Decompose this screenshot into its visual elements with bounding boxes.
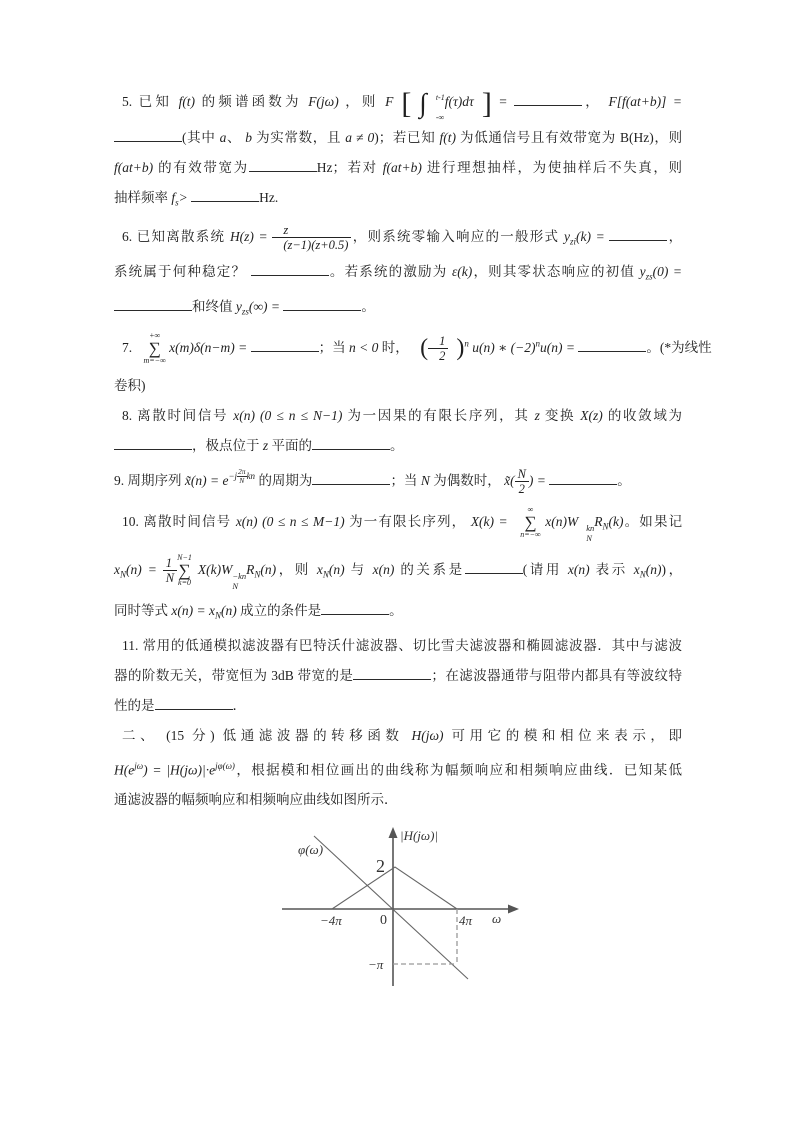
subscript: N bbox=[232, 580, 238, 591]
text-run: ，则系统零输入响应的一般形式 bbox=[351, 228, 560, 244]
text-run: 为实常数，且 bbox=[256, 130, 342, 145]
magnitude-curve bbox=[332, 867, 457, 909]
fraction bbox=[163, 556, 177, 586]
math-run: x(n) = x bbox=[171, 603, 215, 619]
subscript: N bbox=[639, 569, 646, 580]
blank-line bbox=[514, 92, 582, 106]
text-run: 、 bbox=[226, 130, 242, 145]
text-run: ；当 bbox=[390, 472, 418, 488]
denominator: 2 bbox=[518, 481, 525, 496]
x-axis-arrow bbox=[508, 905, 519, 914]
blank-line bbox=[609, 227, 667, 241]
section-2-line-2 bbox=[114, 756, 682, 781]
text-run: 。 bbox=[389, 603, 403, 619]
denominator: 2 bbox=[439, 349, 446, 364]
exp-prefix: −j bbox=[228, 470, 238, 481]
math-run: z bbox=[262, 437, 269, 453]
subscript: zi bbox=[569, 236, 576, 247]
question-11-line-2 bbox=[114, 666, 682, 686]
right-paren: ) bbox=[456, 334, 465, 361]
math-run: u(n) ∗ (−2) bbox=[472, 339, 536, 355]
math-run: y bbox=[639, 264, 646, 280]
question-8-line-2 bbox=[114, 436, 682, 456]
subscript: N bbox=[214, 610, 221, 621]
math-run: x(n) bbox=[372, 561, 395, 577]
filter-response-figure bbox=[280, 824, 682, 999]
section-2-line-3 bbox=[114, 790, 682, 810]
sum-upper-limit: ∞ bbox=[527, 505, 534, 515]
pos-4pi-tick-label: 4π bbox=[459, 913, 473, 929]
math-run: y bbox=[235, 299, 242, 315]
math-run: x̃(n) = e bbox=[184, 472, 229, 488]
math-run: > bbox=[178, 190, 188, 205]
exponent: n bbox=[464, 338, 469, 349]
math-run: F[f(at+b)] bbox=[608, 94, 667, 110]
math-run: f(at+b) bbox=[114, 160, 154, 175]
text-run: 的频谱函数为 bbox=[201, 94, 302, 110]
text-run: 成立的条件是 bbox=[240, 603, 322, 619]
denominator: N bbox=[165, 571, 175, 586]
math-run: x bbox=[633, 561, 640, 577]
math-run: = bbox=[672, 94, 682, 110]
text-run: 可用它的模和相位来表示，即 bbox=[451, 727, 683, 743]
question-5-line-1 bbox=[114, 86, 682, 122]
blank-line bbox=[549, 471, 617, 485]
text-run: Hz；若对 bbox=[316, 160, 378, 175]
blank-line bbox=[191, 188, 259, 202]
mini-fraction bbox=[237, 468, 247, 485]
math-run: f(τ)dτ bbox=[444, 94, 474, 110]
text-run: 的收敛域为 bbox=[607, 407, 682, 423]
math-run: a bbox=[219, 130, 227, 145]
math-run: f bbox=[171, 190, 176, 205]
text-run: (请用 bbox=[522, 561, 562, 577]
magnitude-axis-label: |H(jω)| bbox=[400, 828, 438, 844]
text-run: 进行理想抽样，为使抽样后不失真，则 bbox=[426, 160, 683, 175]
text-run: 。(*为线性 bbox=[646, 339, 712, 355]
fraction bbox=[272, 223, 351, 253]
text-run: Hz. bbox=[259, 190, 279, 205]
question-5-line-2 bbox=[114, 128, 682, 148]
text-run: 性的是 bbox=[114, 697, 155, 713]
text-run: 7. bbox=[122, 339, 133, 355]
text-run: 平面的 bbox=[271, 437, 313, 453]
text-run: 9. 周期序列 bbox=[114, 472, 182, 488]
subscript: N bbox=[586, 533, 592, 544]
blank-line bbox=[283, 297, 361, 311]
math-run: X(k)W bbox=[197, 561, 233, 577]
text-run: ；当 bbox=[318, 339, 346, 355]
math-run: = bbox=[498, 94, 508, 110]
math-run: N bbox=[420, 472, 430, 488]
math-run: f(at+b) bbox=[382, 160, 422, 175]
math-run: (0 ≤ n ≤ M−1) bbox=[262, 514, 345, 530]
text-run: 8. 离散时间信号 bbox=[122, 407, 229, 423]
y-axis-arrow bbox=[389, 827, 398, 838]
math-run: R bbox=[594, 514, 603, 530]
subscript: N bbox=[120, 569, 127, 580]
question-6-line-3 bbox=[114, 297, 682, 322]
text-run: 10. 离散时间信号 bbox=[122, 514, 232, 530]
question-11-line-1 bbox=[114, 636, 682, 656]
sum-lower-limit: m=−∞ bbox=[143, 355, 166, 365]
math-run: f(t) bbox=[178, 94, 196, 110]
math-run: (n) = bbox=[126, 561, 157, 577]
text-run: 器的阶数无关，带宽恒为 3dB 带宽的是 bbox=[114, 667, 354, 683]
math-run: x(n)W bbox=[545, 514, 579, 530]
subscript: zs bbox=[241, 306, 249, 317]
summation bbox=[512, 506, 541, 540]
subscript: N bbox=[602, 521, 609, 532]
text-run: 5. 已知 bbox=[122, 94, 173, 110]
integral-sign: ∫ bbox=[419, 87, 427, 118]
text-run: 。 bbox=[390, 437, 404, 453]
text-run: ，极点位于 bbox=[192, 437, 260, 453]
sub-sup-stack bbox=[232, 572, 246, 592]
math-run: (∞) = bbox=[248, 299, 280, 315]
text-run: ， bbox=[667, 228, 683, 244]
exponent: jφ(ω) bbox=[215, 760, 235, 771]
math-run: x bbox=[114, 561, 120, 577]
text-run: 和终值 bbox=[192, 299, 233, 315]
question-10-line-3 bbox=[114, 601, 682, 626]
math-run: (n) bbox=[645, 561, 662, 577]
fraction bbox=[515, 467, 529, 497]
math-run: ) = |H(jω)|·e bbox=[143, 762, 216, 778]
numerator: N bbox=[515, 467, 529, 482]
subscript: s bbox=[175, 197, 179, 208]
math-run: a ≠ 0 bbox=[345, 130, 375, 145]
blank-line bbox=[312, 436, 390, 450]
question-8-line-1 bbox=[114, 406, 682, 426]
numerator: 1 bbox=[428, 334, 448, 349]
question-9-line-1 bbox=[114, 466, 682, 497]
math-run: ) = bbox=[528, 472, 546, 488]
peak-value-label: 2 bbox=[376, 856, 385, 877]
exponent bbox=[228, 467, 256, 485]
blank-line bbox=[155, 696, 233, 710]
omega-axis-label: ω bbox=[492, 911, 502, 927]
text-run: 为偶数时， bbox=[433, 472, 501, 488]
math-run: H(e bbox=[114, 762, 135, 778]
blank-line bbox=[114, 297, 192, 311]
math-run: (n) bbox=[220, 603, 237, 619]
math-run: (0) = bbox=[652, 264, 683, 280]
math-run: X(k) = bbox=[470, 514, 508, 530]
sum-lower-limit: k=0 bbox=[178, 577, 191, 587]
text-run: 。如果记 bbox=[623, 514, 683, 530]
math-run: F(jω) bbox=[308, 94, 339, 110]
summation bbox=[177, 554, 192, 588]
text-run: 二、 (15 分) 低通滤波器的转移函数 bbox=[122, 727, 404, 743]
math-run: x(n) bbox=[233, 407, 255, 423]
text-run: 的有效带宽为 bbox=[158, 160, 249, 175]
text-run: )， bbox=[661, 561, 683, 577]
blank-line bbox=[465, 560, 523, 574]
text-run: ． bbox=[232, 697, 246, 713]
sum-sign: ∑ bbox=[148, 338, 161, 358]
text-run: 。 bbox=[361, 299, 375, 315]
blank-line bbox=[251, 262, 329, 276]
math-run: x(n) bbox=[235, 514, 258, 530]
text-run: 卷积) bbox=[114, 377, 146, 393]
math-run: x(n) bbox=[567, 561, 590, 577]
blank-line bbox=[114, 128, 182, 142]
text-run: 表示 bbox=[595, 561, 628, 577]
neg-pi-tick-label: −π bbox=[368, 957, 384, 973]
sum-upper-limit: N−1 bbox=[177, 552, 192, 562]
blank-line bbox=[578, 338, 646, 352]
text-run: 同时等式 bbox=[114, 603, 168, 619]
math-run: H(jω) bbox=[411, 727, 444, 743]
math-run: f(t) bbox=[439, 130, 456, 145]
math-run: (k) = bbox=[575, 228, 605, 244]
math-run: R bbox=[246, 561, 255, 577]
math-run: u(n) = bbox=[540, 339, 576, 355]
math-run: z bbox=[534, 407, 540, 423]
integral bbox=[411, 87, 445, 122]
left-bracket: [ bbox=[401, 86, 412, 120]
text-run: ，则 bbox=[345, 94, 379, 110]
phase-curve bbox=[314, 836, 468, 979]
question-5-line-3 bbox=[114, 158, 682, 178]
neg-4pi-tick-label: −4π bbox=[320, 913, 342, 929]
question-6-line-2 bbox=[114, 262, 682, 287]
text-run: 。 bbox=[617, 472, 631, 488]
math-run: X(z) bbox=[580, 407, 603, 423]
text-run: ，则其零状态响应的初值 bbox=[472, 264, 636, 280]
text-run: 6. 已知离散系统 bbox=[122, 228, 226, 244]
blank-line bbox=[251, 338, 319, 352]
math-run: n < 0 bbox=[349, 339, 379, 355]
text-run: 时， bbox=[381, 339, 409, 355]
numerator: 1 bbox=[163, 556, 177, 571]
numerator: 2π bbox=[238, 467, 246, 477]
subscript: N bbox=[254, 569, 261, 580]
text-run: ；在滤波器通带与阻带内都具有等波纹特 bbox=[431, 667, 682, 683]
text-run: 为一因果的有限长序列，其 bbox=[347, 407, 530, 423]
summation bbox=[136, 332, 166, 366]
blank-line bbox=[321, 601, 389, 615]
exp-suffix: kn bbox=[246, 470, 256, 481]
text-run: ， bbox=[582, 94, 602, 110]
text-run: ，根据模和相位画出的曲线称为幅频响应和相频响应曲线．已知某低 bbox=[234, 762, 683, 778]
math-run: (k) bbox=[608, 514, 624, 530]
math-run: y bbox=[563, 228, 570, 244]
text-run: 为低通信号且有效带宽为 B(Hz)，则 bbox=[460, 130, 683, 145]
sum-sign: ∑ bbox=[178, 560, 191, 580]
math-run: b bbox=[245, 130, 253, 145]
blank-line bbox=[353, 666, 431, 680]
numerator: z bbox=[272, 223, 351, 238]
math-run: (n) bbox=[260, 561, 277, 577]
subscript: zs bbox=[645, 272, 653, 283]
text-run: 与 bbox=[350, 561, 367, 577]
math-run: H(z) = bbox=[229, 228, 268, 244]
sum-upper-limit: +∞ bbox=[149, 330, 161, 340]
sum-lower-limit: n=−∞ bbox=[520, 530, 541, 540]
denominator: N bbox=[239, 475, 245, 485]
superscript: kn bbox=[586, 523, 595, 534]
text-run: ，则 bbox=[276, 561, 311, 577]
math-run: F bbox=[385, 94, 394, 110]
math-run: (n) bbox=[328, 561, 345, 577]
question-7-line-1 bbox=[114, 330, 712, 366]
left-paren: ( bbox=[420, 334, 429, 361]
math-run: x bbox=[316, 561, 323, 577]
subscript: N bbox=[322, 569, 329, 580]
integral-upper-limit: t-1 bbox=[435, 93, 445, 102]
math-run: ε(k) bbox=[451, 264, 473, 280]
text-run: 为一有限长序列， bbox=[349, 514, 467, 530]
question-11-line-3 bbox=[114, 696, 682, 716]
denominator: (z−1)(z+0.5) bbox=[283, 238, 349, 253]
text-run: 抽样频率 bbox=[114, 190, 168, 205]
question-6-line-1 bbox=[114, 223, 682, 253]
math-run: x(m)δ(n−m) = bbox=[169, 339, 248, 355]
text-run: 的周期为 bbox=[258, 472, 313, 488]
text-run: 的关系是 bbox=[400, 561, 465, 577]
text-run: 系统属于何种稳定？ bbox=[114, 264, 247, 280]
origin-label: 0 bbox=[380, 913, 387, 929]
blank-line bbox=[249, 158, 317, 172]
text-run: 11. 常用的低通模拟滤波器有巴特沃什滤波器、切比雪夫滤波器和椭圆滤波器．其中与滤波 bbox=[122, 637, 682, 653]
question-7-line-2 bbox=[114, 376, 682, 396]
blank-line bbox=[312, 471, 390, 485]
question-10-line-1 bbox=[114, 506, 682, 543]
integral-lower-limit: -∞ bbox=[435, 113, 445, 122]
text-run: (其中 bbox=[182, 130, 216, 145]
text-run: 。若系统的激励为 bbox=[328, 264, 448, 280]
sub-sup-stack bbox=[578, 524, 594, 544]
question-10-line-2 bbox=[114, 554, 682, 591]
superscript: −kn bbox=[232, 570, 247, 581]
blank-line bbox=[114, 436, 192, 450]
exponent: n bbox=[535, 338, 541, 349]
math-run: x̃( bbox=[504, 472, 515, 488]
phase-curve-label: φ(ω) bbox=[298, 842, 324, 858]
exponent: jω bbox=[134, 760, 144, 771]
section-2-line-1 bbox=[114, 726, 682, 746]
fraction bbox=[428, 334, 448, 364]
question-5-line-4 bbox=[114, 188, 682, 213]
text-run: )；若已知 bbox=[374, 130, 436, 145]
right-bracket: ] bbox=[481, 86, 492, 120]
text-run: 变换 bbox=[544, 407, 576, 423]
frequency-response-plot bbox=[280, 824, 520, 994]
text-run: 通滤波器的幅频响应和相频响应曲线如图所示． bbox=[114, 792, 398, 808]
math-run: (0 ≤ n ≤ N−1) bbox=[260, 407, 343, 423]
sum-sign: ∑ bbox=[524, 513, 537, 533]
